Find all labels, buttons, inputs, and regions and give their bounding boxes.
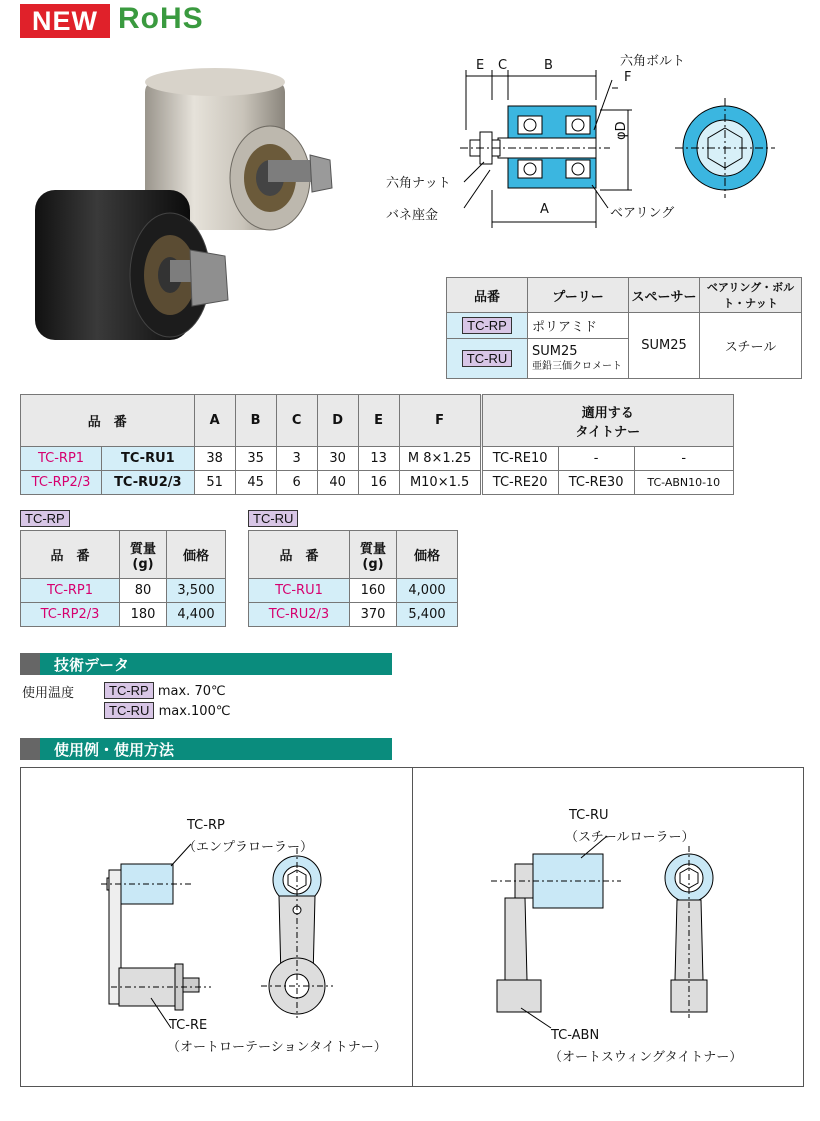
dim-header-e: E — [358, 395, 399, 447]
material-spacer: SUM25 — [629, 313, 700, 379]
left-top-label: TC-RP — [187, 818, 225, 833]
hex-bolt-label: 六角ボルト — [620, 54, 686, 69]
material-bearing: スチール — [700, 313, 802, 379]
dim-header-a: A — [194, 395, 235, 447]
dim-row-ru: TC-RU2/3 — [102, 471, 195, 495]
price-row-mass: 80 — [120, 579, 167, 603]
dim-header-c: C — [276, 395, 317, 447]
material-header-pulley: プーリー — [528, 278, 629, 313]
dim-row-e: 13 — [358, 447, 399, 471]
price-row-mass: 370 — [350, 603, 397, 627]
usage-illustration — [21, 768, 803, 1086]
dim-row-tensioner-2: TC-RE30 — [558, 471, 634, 495]
dim-header-d: D — [317, 395, 358, 447]
temp-rp-tag: TC-RP — [104, 682, 154, 699]
dim-row-d: 40 — [317, 471, 358, 495]
price-rp-tag: TC-RP — [20, 510, 70, 527]
price-header-mass-unit: (g) — [132, 556, 154, 572]
price-header-mass: 質量 — [129, 541, 156, 557]
hex-nut-label: 六角ナット — [386, 176, 451, 191]
price-row-part: TC-RP1 — [21, 579, 120, 603]
price-header-price: 価格 — [397, 531, 458, 579]
material-row-pulley: SUM25 — [532, 343, 578, 359]
left-bottom-sub: （オートローテーションタイトナー） — [167, 1040, 387, 1055]
dim-row-rp: TC-RP1 — [21, 447, 102, 471]
material-row-code: TC-RU — [462, 350, 512, 367]
price-row-part: TC-RU1 — [249, 579, 350, 603]
usage-header — [20, 738, 392, 760]
dimension-drawing — [380, 40, 800, 270]
spring-washer-label: バネ座金 — [386, 208, 439, 223]
price-header-mass: 質量 — [359, 541, 386, 557]
usage-panel — [20, 767, 804, 1087]
dim-header-f: F — [399, 395, 481, 447]
dim-e-label: E — [476, 58, 485, 73]
dim-header-tensioner: 適用する — [581, 405, 634, 421]
new-badge: NEW — [20, 4, 110, 38]
dim-row-rp: TC-RP2/3 — [21, 471, 102, 495]
right-bottom-sub: （オートスウィングタイトナー） — [549, 1050, 743, 1065]
price-ru-tag: TC-RU — [248, 510, 298, 527]
dim-row-f: M 8×1.25 — [399, 447, 481, 471]
price-header-price: 価格 — [167, 531, 226, 579]
price-row-mass: 180 — [120, 603, 167, 627]
right-top-sub: （スチールローラー） — [565, 830, 695, 845]
material-header-spacer: スペーサー — [629, 278, 700, 313]
dim-header-b: B — [235, 395, 276, 447]
material-table — [446, 277, 802, 379]
rohs-logo: RoHS — [118, 2, 204, 35]
price-row-price: 3,500 — [167, 579, 226, 603]
price-row-part: TC-RP2/3 — [21, 603, 120, 627]
price-row-price: 4,400 — [167, 603, 226, 627]
left-bottom-label: TC-RE — [169, 1018, 208, 1033]
material-row-finish: 亜鉛三価クロメート — [532, 360, 622, 372]
dim-row-a: 51 — [194, 471, 235, 495]
right-top-label: TC-RU — [569, 808, 609, 823]
section-marker — [20, 653, 40, 675]
dim-row-ru: TC-RU1 — [102, 447, 195, 471]
right-bottom-label: TC-ABN — [551, 1028, 600, 1043]
price-header-part: 品 番 — [21, 531, 120, 579]
price-table-ru — [248, 530, 458, 627]
dim-f-label: F — [624, 70, 632, 85]
temp-ru-value: max.100℃ — [158, 704, 231, 719]
dim-row-tensioner-2: - — [558, 447, 634, 471]
dim-row-c: 6 — [276, 471, 317, 495]
price-row-price: 5,400 — [397, 603, 458, 627]
section-marker — [20, 738, 40, 760]
material-header-part: 品番 — [447, 278, 528, 313]
dimension-table — [20, 394, 734, 495]
price-header-mass-unit: (g) — [362, 556, 384, 572]
left-top-sub: （エンプラローラー） — [183, 840, 314, 855]
temp-ru-tag: TC-RU — [104, 702, 154, 719]
dim-row-e: 16 — [358, 471, 399, 495]
price-header-part: 品 番 — [249, 531, 350, 579]
tech-data-header — [20, 653, 392, 675]
dim-row-a: 38 — [194, 447, 235, 471]
dim-phi-d-label: φD — [614, 121, 629, 140]
material-header-bearing: ベアリング・ボルト・ナット — [700, 278, 802, 313]
price-row-price: 4,000 — [397, 579, 458, 603]
price-row-mass: 160 — [350, 579, 397, 603]
dim-row-tensioner-1: TC-RE20 — [481, 471, 558, 495]
dim-row-tensioner-1: TC-RE10 — [481, 447, 558, 471]
dim-b-label: B — [544, 58, 553, 73]
dim-row-tensioner-3: TC-ABN10-10 — [634, 471, 733, 495]
dim-row-tensioner-3: - — [634, 447, 733, 471]
price-row-part: TC-RU2/3 — [249, 603, 350, 627]
dim-header-part: 品 番 — [21, 395, 195, 447]
temp-rp-value: max. 70℃ — [157, 684, 226, 699]
dim-header-tensioner-2: タイトナー — [575, 424, 641, 440]
material-row-code: TC-RP — [462, 317, 512, 334]
dim-row-f: M10×1.5 — [399, 471, 481, 495]
dim-row-b: 45 — [235, 471, 276, 495]
bearing-label: ベアリング — [610, 206, 675, 221]
product-photo — [20, 60, 350, 350]
temp-label: 使用温度 — [22, 686, 75, 701]
tech-data-title: 技術データ — [54, 655, 130, 674]
temp-row-rp — [104, 682, 226, 699]
temp-row-ru — [104, 702, 230, 719]
dim-c-label: C — [498, 58, 508, 73]
dim-row-d: 30 — [317, 447, 358, 471]
dim-row-c: 3 — [276, 447, 317, 471]
dim-a-label: A — [540, 202, 549, 217]
material-row-pulley: ポリアミド — [528, 313, 629, 339]
dim-row-b: 35 — [235, 447, 276, 471]
price-table-rp — [20, 530, 226, 627]
usage-title: 使用例・使用方法 — [54, 740, 175, 759]
